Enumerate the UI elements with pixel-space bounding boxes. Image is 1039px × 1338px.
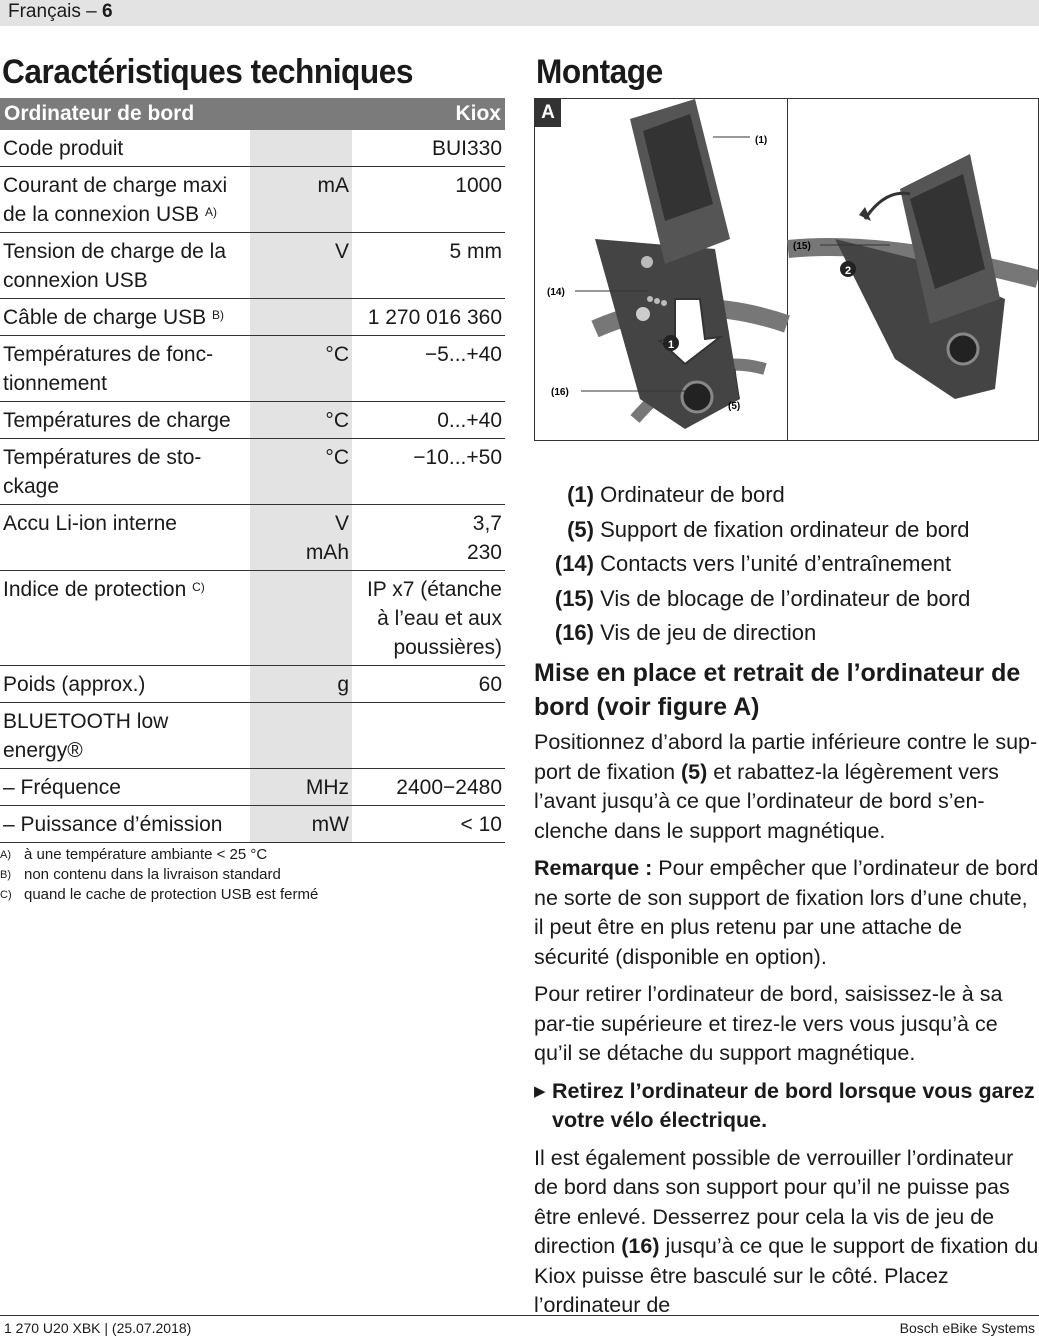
svg-text:2: 2 [844,265,852,277]
spec-value: 0...+40 [352,402,505,439]
page-number: 6 [101,1,113,22]
figure-illustration [535,99,1038,440]
footnote-ref: A) [204,205,217,219]
paragraph-1: Positionnez d’abord la partie inférieure contre le sup-port de fixation (5) et rabattez-la légèrement vers l’avant jusqu’à ce que l’ordinateur de bord s’en-clenche dans le support magnétique. [534,730,1038,843]
page-footer [0,1315,1039,1338]
legend-item: (16) Vis de jeu de direction [554,620,817,645]
steering-screw [682,382,712,412]
footnote: C) quand le cache de protection USB est fermé [0,886,319,903]
spec-value: −5...+40 [352,336,505,402]
callout-5: (5) [728,401,741,412]
header-product: Ordinateur de bord [0,98,352,130]
legend-item: (14) Contacts vers l’unité d’entraînement [554,551,952,576]
spec-value: 5 mm [352,233,505,299]
table-row [0,703,505,769]
spec-unit: °C [250,336,352,402]
left-column [0,50,505,905]
table-row [0,666,505,703]
footnote: B) non contenu dans la livraison standard [0,866,281,883]
spec-label: Températures de fonc-tionnement [0,336,250,402]
steering-screw-right [948,334,978,364]
callout-16: (16) [551,387,569,398]
spec-label: Indice de protection $^{C)}$ [0,571,250,666]
header-text: Français – 6 [8,1,113,22]
footnote-ref: C) [192,580,205,594]
footer-doc-id: 1 270 U20 XBK | (25.07.2018) [4,1320,192,1336]
section-title: Mise en place et retrait de l’ordinateur de bord (voir figure A) [534,659,1021,721]
callout-1: (1) [755,135,768,146]
spec-label: Températures de charge [0,402,250,439]
spec-unit: MHz [250,769,352,806]
table-row [0,233,505,299]
mount-screw [641,256,653,268]
spec-value: < 10 [352,806,505,843]
spec-label: Températures de sto-ckage [0,439,250,505]
body-text [534,728,1039,1329]
spec-unit [250,571,352,666]
spec-label: Code produit [0,130,250,167]
callout-14: (14) [547,287,565,298]
figure-legend [534,478,1039,651]
spec-unit: V mAh [250,505,352,571]
spec-unit: mW [250,806,352,843]
paragraph-4: Il est également possible de verrouiller l’ordinateur de bord dans son support pour qu’il ne puisse pas être enlevé. Desserrez pour cela la vis de jeu de direction (16) jusqu’à ce que le support de fixation du Kiox puisse être basculé sur le côté. Placez l’ordinateur de [534,1145,1039,1317]
footnotes [0,845,505,905]
table-header [0,98,505,130]
spec-label: – Fréquence [0,769,250,806]
spec-unit: V [250,233,352,299]
spec-value: 3,7 230 [352,505,505,571]
right-column [534,50,1039,1317]
spec-label: Accu Li-ion interne [0,505,250,571]
header-model: Kiox [352,98,505,130]
footnote-ref: B) [211,308,224,322]
spec-unit [250,299,352,336]
spec-value: −10...+50 [352,439,505,505]
paragraph-3: Pour retirer l’ordinateur de bord, saisissez-le à sa par-tie supérieure et tirez-le vers vous jusqu’à ce qu’il se détache du support magnétique. [534,982,1003,1065]
spec-value: 1 270 016 360 [352,299,505,336]
spec-label: Câble de charge USB $^{B)}$ [0,299,250,336]
paragraph-remark: Remarque : Pour empêcher que l’ordinateur de bord ne sorte de son support de fixation lors d’une chute, il peut être en plus retenu par une attache de sécurité (disponible en option). [534,856,1039,969]
table-row [0,571,505,666]
table-row [0,130,505,167]
spec-value: 60 [352,666,505,703]
table-row [0,505,505,571]
spec-unit: °C [250,402,352,439]
footnote: A) à une température ambiante < 25 °C [0,846,268,863]
figure-badge: A [535,99,561,127]
spec-value: 1000 [352,167,505,233]
legend-item: (5) Support de fixation ordinateur de bord [567,516,970,542]
spec-unit [250,703,352,769]
spec-value [352,703,505,769]
warning: ▶ Retirez l’ordinateur de bord lorsque vous garez votre vélo électrique. [534,1078,1035,1132]
spec-label: – Puissance d’émission [0,806,250,843]
mount-knob [636,307,650,321]
spec-label: Tension de charge de la connexion USB [0,233,250,299]
spec-value: IP x7 (étanche à l’eau et aux poussières) [352,571,505,666]
table-row [0,439,505,505]
spec-label: BLUETOOTH low energy® [0,703,250,769]
table-row [0,769,505,806]
legend-item: (15) Vis de blocage de l’ordinateur de bord [554,585,971,611]
table-row [0,167,505,233]
spec-unit: mA [250,167,352,233]
spec-unit: °C [250,439,352,505]
spec-value: 2400−2480 [352,769,505,806]
page-header [0,0,1039,26]
spec-label: Courant de charge maxi de la connexion USB $^{A)}$ [0,167,250,233]
specs-title: Caractéristiques techniques [2,53,413,91]
mount-bracket [595,239,740,429]
spec-label: Poids (approx.) [0,666,250,703]
spec-unit: g [250,666,352,703]
legend-item: (1) Ordinateur de bord [567,482,785,507]
table-row [0,336,505,402]
spec-unit [250,130,352,167]
callout-15: (15) [793,241,811,252]
montage-title: Montage [536,53,663,91]
table-row [0,299,505,336]
svg-text:1: 1 [667,339,675,351]
footer-brand: Bosch eBike Systems [899,1320,1035,1336]
table-row [0,806,505,843]
table-row [0,402,505,439]
spec-value: BUI330 [352,130,505,167]
bullet-triangle-icon: ▶ [534,1082,546,1100]
figure-a [534,98,1039,441]
specs-table [0,98,505,843]
